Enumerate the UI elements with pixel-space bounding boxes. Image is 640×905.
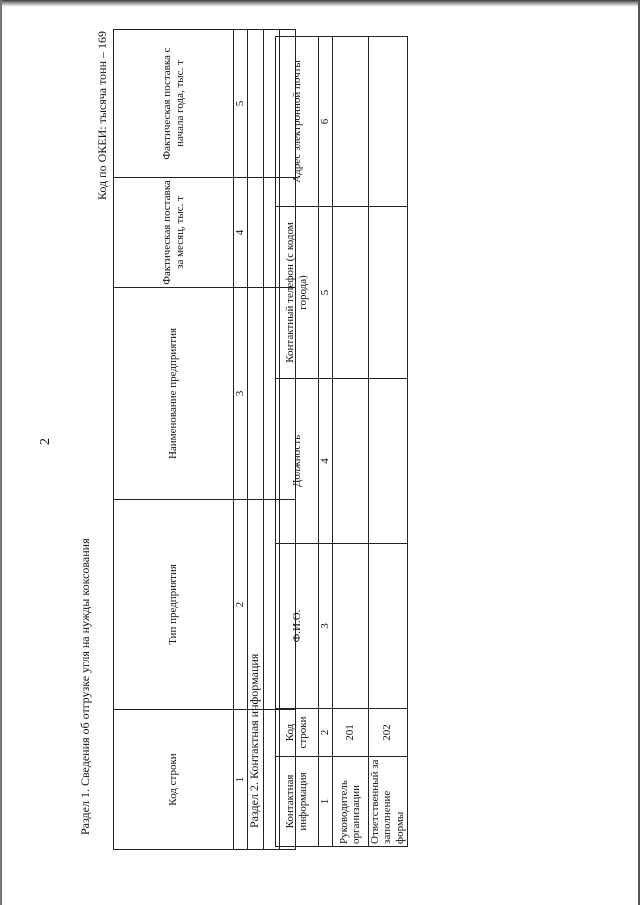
s2-colnum: 4 [319, 379, 333, 544]
s1-header-enterprise-type: Тип предприятия [114, 500, 234, 710]
s2-colnum: 5 [319, 207, 333, 379]
table-row [332, 37, 368, 847]
table-cell[interactable] [368, 37, 407, 207]
section2-title: Раздел 2. Контактная информация [247, 653, 261, 828]
table-cell[interactable] [332, 544, 368, 709]
s2-header-row-code: Код строки [276, 709, 319, 757]
table-cell[interactable] [332, 207, 368, 379]
s1-colnum: 2 [234, 500, 248, 710]
contact-role-label: Руководитель организации [332, 757, 368, 847]
okei-code: Код по ОКЕИ: тысяча тонн – 169 [95, 30, 109, 200]
table-cell[interactable] [368, 379, 407, 544]
table-row [368, 37, 407, 847]
table-cell[interactable] [247, 178, 263, 288]
row-code: 202 [368, 709, 407, 757]
section2-table [275, 36, 408, 847]
s1-colnum: 3 [234, 288, 248, 500]
section1-colnum-row [234, 30, 248, 850]
s1-header-row-code: Код строки [114, 710, 234, 850]
page-number: 2 [38, 438, 53, 445]
s2-header-position: Должность [276, 379, 319, 544]
s1-colnum: 1 [234, 710, 248, 850]
s2-colnum: 6 [319, 37, 333, 207]
table-cell[interactable] [247, 288, 263, 500]
s1-colnum: 5 [234, 30, 248, 178]
s1-header-ytd-supply: Фактическая поставка с начала года, тыс. т [114, 30, 234, 178]
table-cell[interactable] [332, 37, 368, 207]
section1-header-row [114, 30, 234, 850]
s1-colnum: 4 [234, 178, 248, 288]
s2-colnum: 3 [319, 544, 333, 709]
s1-header-enterprise-name: Наименование предприятия [114, 288, 234, 500]
s2-colnum: 2 [319, 709, 333, 757]
section2-colnum-row [319, 37, 333, 847]
s2-header-contact-info: Контактная информация [276, 757, 319, 847]
section1-table [113, 29, 296, 850]
row-code: 201 [332, 709, 368, 757]
s1-header-monthly-supply: Фактическая поставка за месяц, тыс. т [114, 178, 234, 288]
table-cell[interactable] [368, 544, 407, 709]
section1-title: Раздел 1. Сведения об отгрузке угля на нужды коксования [78, 538, 92, 835]
s2-header-email: Адрес электронной почты [276, 37, 319, 207]
s2-header-full-name: Ф.И.О. [276, 544, 319, 709]
s2-colnum: 1 [319, 757, 333, 847]
table-cell[interactable] [332, 379, 368, 544]
section2-header-row [276, 37, 319, 847]
contact-role-label: Ответственный за заполнение формы [368, 757, 407, 847]
table-cell[interactable] [368, 207, 407, 379]
s2-header-phone: Контактный телефон (с кодом города) [276, 207, 319, 379]
table-cell[interactable] [247, 30, 263, 178]
